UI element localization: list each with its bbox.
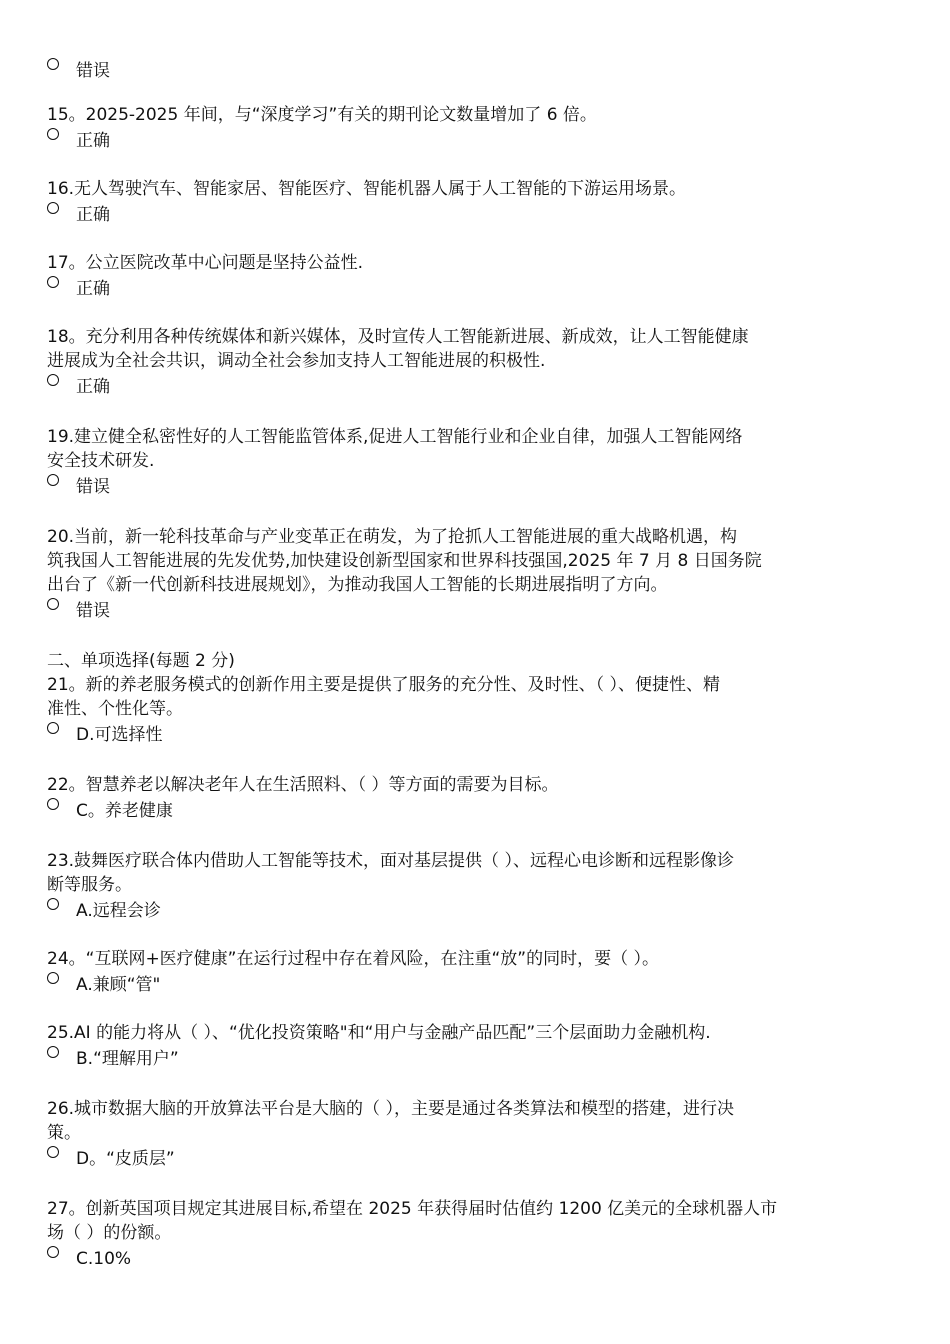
question-text-continued: 准性、个性化等。 bbox=[47, 699, 183, 719]
radio-circle-icon[interactable] bbox=[47, 1146, 59, 1158]
radio-circle-icon[interactable] bbox=[47, 1046, 59, 1058]
question-text-continued: 场（ ）的份额。 bbox=[47, 1223, 172, 1243]
answer-option-label: D。“皮质层” bbox=[76, 1149, 175, 1169]
radio-circle-icon[interactable] bbox=[47, 58, 59, 70]
answer-option-label: 错误 bbox=[76, 601, 110, 621]
question-text: 26.城市数据大脑的开放算法平台是大脑的（ ），主要是通过各类算法和模型的搭建，进行决 bbox=[47, 1099, 734, 1119]
question-text: 23.鼓舞医疗联合体内借助人工智能等技术，面对基层提供（ ）、远程心电诊断和远程影像诊 bbox=[47, 851, 734, 871]
answer-option-label: 错误 bbox=[76, 477, 110, 497]
radio-circle-icon[interactable] bbox=[47, 276, 59, 288]
answer-option[interactable] bbox=[47, 970, 160, 996]
question-text-continued: 进展成为全社会共识，调动全社会参加支持人工智能进展的积极性. bbox=[47, 351, 546, 371]
answer-option-label: C.10% bbox=[76, 1249, 132, 1269]
question-text: 18。充分利用各种传统媒体和新兴媒体，及时宣传人工智能新进展、新成效，让人工智能健康 bbox=[47, 327, 749, 347]
radio-circle-icon[interactable] bbox=[47, 898, 59, 910]
question-text: 15。2025-2025 年间，与“深度学习”有关的期刊论文数量增加了 6 倍。 bbox=[47, 105, 597, 125]
question-text: 24。“互联网+医疗健康”在运行过程中存在着风险，在注重“放”的同时，要（ ）。 bbox=[47, 949, 660, 969]
answer-option-label: 错误 bbox=[76, 61, 110, 81]
answer-option[interactable] bbox=[47, 1044, 179, 1070]
answer-option-label: 正确 bbox=[76, 205, 110, 225]
radio-circle-icon[interactable] bbox=[47, 374, 59, 386]
answer-option-label: 正确 bbox=[76, 279, 110, 299]
answer-option-label: C。养老健康 bbox=[76, 801, 173, 821]
answer-option-label: A.兼顾“管" bbox=[76, 975, 161, 995]
question-text: 27。创新英国项目规定其进展目标,希望在 2025 年获得届时估值约 1200 亿美元的全球机器人市 bbox=[47, 1199, 778, 1219]
answer-option-label: 正确 bbox=[76, 131, 110, 151]
answer-option[interactable] bbox=[47, 472, 110, 498]
answer-option-label: B.“理解用户” bbox=[76, 1049, 179, 1069]
radio-circle-icon[interactable] bbox=[47, 798, 59, 810]
answer-option-label: D.可选择性 bbox=[76, 725, 163, 745]
question-text: 二、单项选择(每题 2 分) bbox=[47, 651, 235, 671]
answer-option[interactable] bbox=[47, 200, 110, 226]
question-text-continued: 策。 bbox=[47, 1123, 81, 1143]
question-text: 22。智慧养老以解决老年人在生活照料、（ ）等方面的需要为目标。 bbox=[47, 775, 559, 795]
radio-circle-icon[interactable] bbox=[47, 722, 59, 734]
radio-circle-icon[interactable] bbox=[47, 598, 59, 610]
radio-circle-icon[interactable] bbox=[47, 474, 59, 486]
question-text: 16.无人驾驶汽车、智能家居、智能医疗、智能机器人属于人工智能的下游运用场景。 bbox=[47, 179, 687, 199]
answer-option[interactable] bbox=[47, 596, 110, 622]
answer-option[interactable] bbox=[47, 274, 110, 300]
answer-option-label: A.远程会诊 bbox=[76, 901, 161, 921]
question-text: 20.当前，新一轮科技革命与产业变革正在萌发，为了抢抓人工智能进展的重大战略机遇，构 bbox=[47, 527, 738, 547]
question-text-continued: 断等服务。 bbox=[47, 875, 132, 895]
radio-circle-icon[interactable] bbox=[47, 972, 59, 984]
question-text: 19.建立健全私密性好的人工智能监管体系,促进人工智能行业和企业自律，加强人工智能网络 bbox=[47, 427, 743, 447]
answer-option[interactable] bbox=[47, 1144, 175, 1170]
answer-option[interactable] bbox=[47, 1244, 131, 1270]
answer-option[interactable] bbox=[47, 372, 110, 398]
answer-option[interactable] bbox=[47, 126, 110, 152]
answer-option[interactable] bbox=[47, 56, 110, 82]
question-text: 25.AI 的能力将从（ ）、“优化投资策略"和“用户与金融产品匹配”三个层面助力金融机构. bbox=[47, 1023, 711, 1043]
question-text-continued: 安全技术研发. bbox=[47, 451, 155, 471]
question-text-continued: 出台了《新一代创新科技进展规划》，为推动我国人工智能的长期进展指明了方向。 bbox=[47, 575, 668, 595]
radio-circle-icon[interactable] bbox=[47, 128, 59, 140]
answer-option[interactable] bbox=[47, 896, 161, 922]
question-text: 17。公立医院改革中心问题是坚持公益性. bbox=[47, 253, 364, 273]
answer-option-label: 正确 bbox=[76, 377, 110, 397]
question-text-continued: 21。新的养老服务模式的创新作用主要是提供了服务的充分性、及时性、（ ）、便捷性、精 bbox=[47, 675, 721, 695]
answer-option[interactable] bbox=[47, 720, 163, 746]
radio-circle-icon[interactable] bbox=[47, 1246, 59, 1258]
radio-circle-icon[interactable] bbox=[47, 202, 59, 214]
question-text-continued: 筑我国人工智能进展的先发优势,加快建设创新型国家和世界科技强国,2025 年 7 月 8 日国务院 bbox=[47, 551, 762, 571]
answer-option[interactable] bbox=[47, 796, 173, 822]
